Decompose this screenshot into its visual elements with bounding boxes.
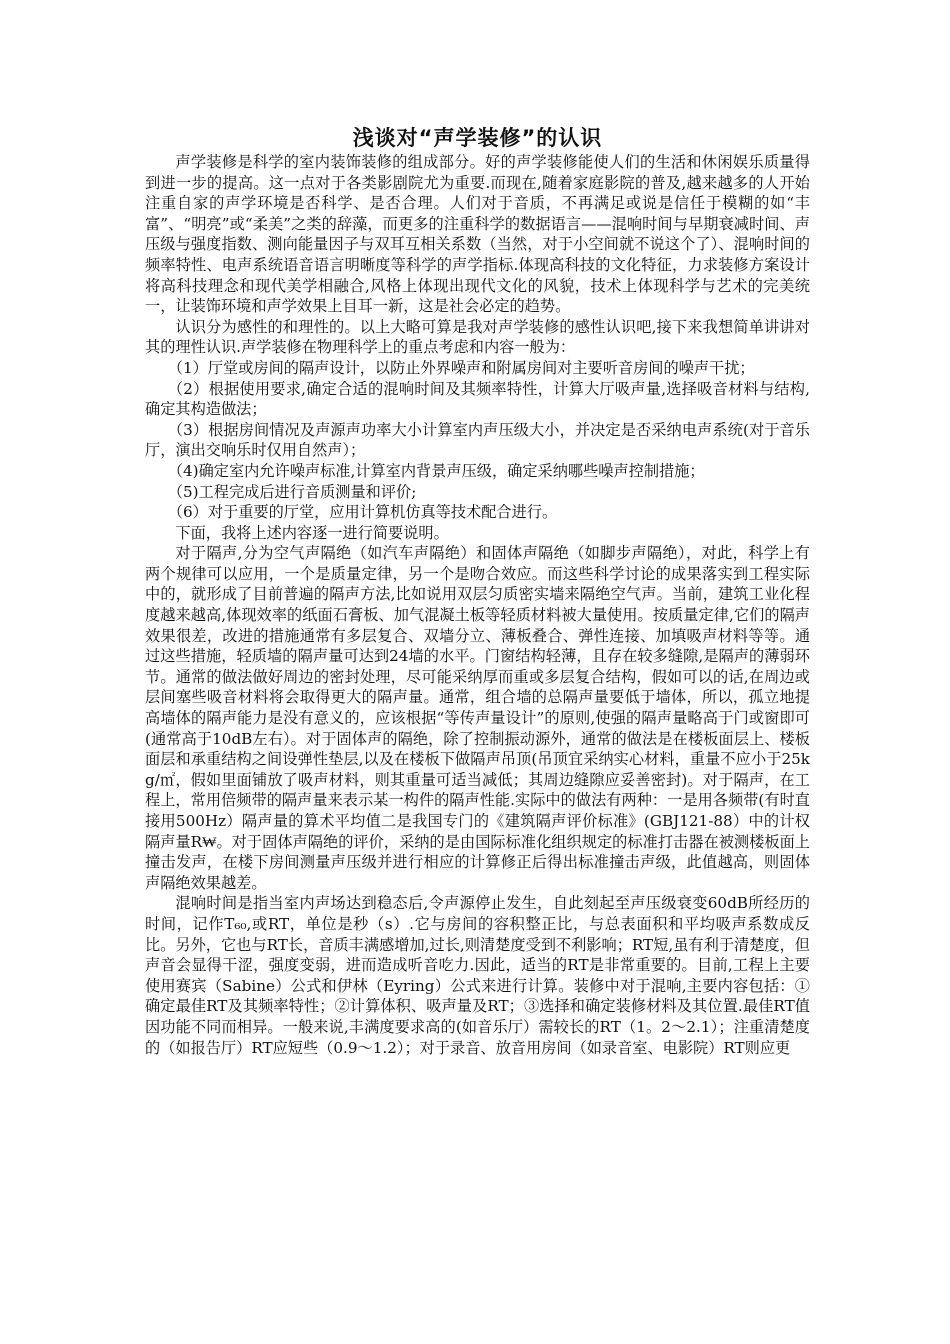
paragraph-transition: 下面，我将上述内容逐一进行简要说明。: [175, 523, 449, 542]
list-item-6: （6）对于重要的厅堂，应用计算机仿真等技术配合进行。: [167, 503, 558, 522]
list-item-1: （1）厅堂或房间的隔声设计，以防止外界噪声和附属房间对主要听音房间的噪声干扰；: [167, 358, 755, 377]
paragraph-sound-insulation: 对于隔声,分为空气声隔绝（如汽车声隔绝）和固体声隔绝（如脚步声隔绝），对此，科学上有两个规律可以应用，一个是质量定律，另一个是吻合效应。而这些科学讨论的成果落实到工程实际中的，就形成了目前普遍的隔声方法,比如说用双层匀质密实墙来隔绝空气声。当前，建筑工业化程度越来越高,体现效率的纸面石膏板、加气混凝土板等轻质材料被大量使用。按质量定律,它们的隔声效果很差，改进的措施通常有多层复合、双墙分立、薄板叠合、弹性连接、加填吸声材料等等。通过这些措施，轻质墙的隔声量可达到24墙的水平。门窗结构轻薄，且存在较多缝隙,是隔声的薄弱环节。通常的做法做好周边的密封处理，尽可能采纳厚而重或多层复合结构，假如可以的话,在周边或层间塞些吸音材料将会取得更大的隔声量。通常，组合墙的总隔声量要低于墙体，所以，孤立地提高墙体的隔声能力是没有意义的，应该根据“等传声量设计”的原则,使强的隔声量略高于门或窗即可(通常高于10dB左右）。对于固体声的隔绝，除了控制振动源外，通常的做法是在楼板面层上、楼板面层和承重结构之间设弹性垫层,以及在楼板下做隔声吊顶(吊顶宜采纳实心材料，重量不应小于25kg/㎡，假如里面铺放了吸声材料，则其重量可适当减低；其周边缝隙应妥善密封)。对于隔声，在工程上，常用倍频带的隔声量来表示某一构件的隔声性能.实际中的做法有两种：一是用各频带(有时直接用500Hz）隔声量的算术平均值二是我国专门的《建筑隔声评价标准》(GBJ121-88）中的计权隔声量R₩。对于固体声隔绝的评价，采纳的是由国际标准化组织规定的标准打击器在被测楼板面上撞击发声，在楼下房间测量声压级并进行相应的计算修正后得出标准撞击声级，此值越高，则固体声隔绝效果越差。: [145, 544, 810, 892]
document-title: 浅谈对“声学装修”的认识: [352, 126, 603, 150]
paragraph-reverberation: 混响时间是指当室内声场达到稳态后,令声源停止发生，自此刻起至声压级衰变60dB所经历的时间，记作T₆₀,或RT，单位是秒（s）.它与房间的容积整正比，与总表面积和平均吸声系数成反比。另外，它也与RT长，音质丰满感增加,过长,则清楚度受到不利影响；RT短,虽有利于清楚度，但声音会显得干涩，强度变弱，进而造成听音吃力.因此，适当的RT是非常重要的。目前,工程上主要使用赛宾（Sabine）公式和伊林（Eyring）公式来进行计算。装修中对于混响,主要内容包括：①确定最佳RT及其频率特性；②计算体积、吸声量及RT；③选择和确定装修材料及其位置.最佳RT值因功能不同而相异。一般来说,丰满度要求高的(如音乐厅）需较长的RT（1。2～2.1）；注重清楚度的（如报告厅）RT应短些（0.9～1.2）；对于录音、放音用房间（如录音室、电影院）RT则应更: [145, 894, 810, 1057]
list-item-4: （4)确定室内允许噪声标准,计算室内背景声压级，确定采纳哪些噪声控制措施；: [167, 461, 705, 480]
document-page: [145, 124, 810, 1058]
list-item-2: （2）根据使用要求,确定合适的混响时间及其频率特性，计算大厅吸声量,选择吸音材料与结构,确定其构造做法；: [145, 379, 810, 419]
paragraph-rational: 认识分为感性的和理性的。以上大略可算是我对声学装修的感性认识吧,接下来我想简单讲讲对其的理性认识.声学装修在物理科学上的重点考虑和内容一般为：: [145, 317, 810, 357]
list-item-3: （3）根据房间情况及声源声功率大小计算室内声压级大小，并决定是否采纳电声系统(对于音乐厅，演出交响乐时仅用自然声）；: [145, 420, 810, 460]
paragraph-intro: 声学装修是科学的室内装饰装修的组成部分。好的声学装修能使人们的生活和休闲娱乐质量得到进一步的提高。这一点对于各类影剧院尤为重要.而现在,随着家庭影院的普及,越来越多的人开始注重自家的声学环境是否科学、是否合理。人们对于音质，不再满足或说是信任于模糊的如“丰富”、“明亮”或“柔美”之类的辞藻，而更多的注重科学的数据语言——混响时间与早期衰减时间、声压级与强度指数、测向能量因子与双耳互相关系数（当然，对于小空间就不说这个了）、混响时间的频率特性、电声系统语音语言明晰度等科学的声学指标.体现高科技的文化特征，力求装修方案设计将高科技理念和现代美学相融合,风格上体现出现代文化的风貌，技术上体现科学与艺术的完美统一，让装饰环境和声学效果上目耳一新，这是社会必定的趋势。: [145, 153, 810, 316]
list-item-5: （5)工程完成后进行音质测量和评价;: [167, 482, 417, 501]
